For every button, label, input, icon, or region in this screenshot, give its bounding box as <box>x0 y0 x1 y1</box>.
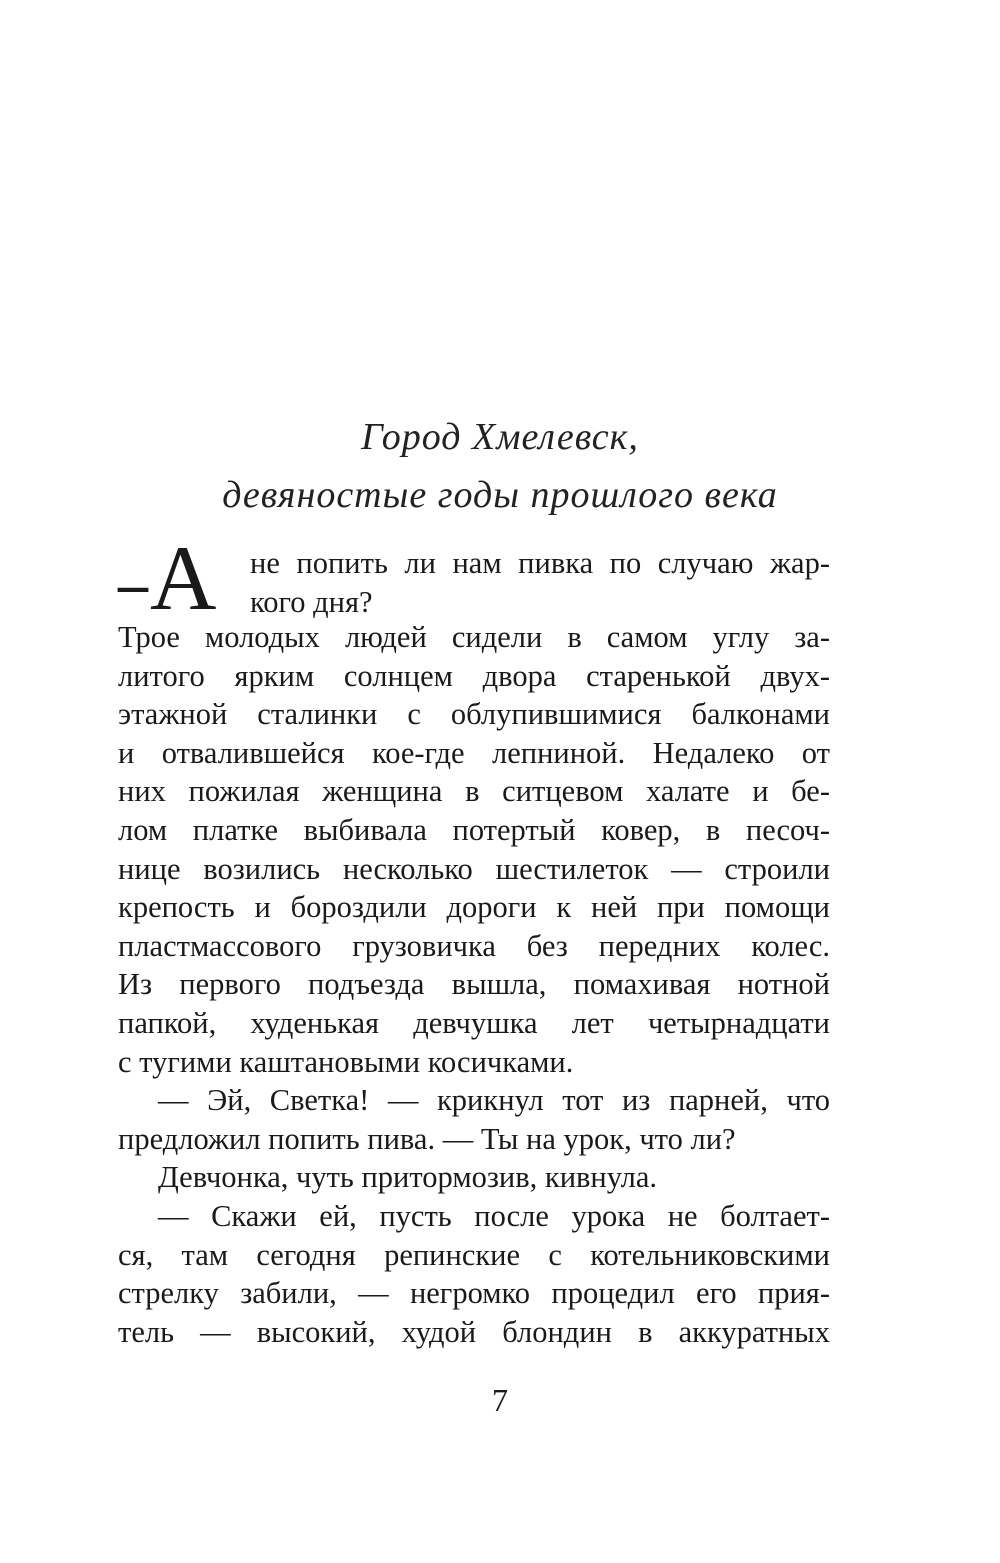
opening-line-2: кого дня? <box>250 585 373 619</box>
text-line: них пожилая женщина в ситцевом халате и бе- <box>118 774 830 809</box>
page-number: 7 <box>492 1382 508 1418</box>
text-line: лом платке выбивала потертый ковер, в песоч- <box>118 812 830 847</box>
chapter-heading <box>0 408 1000 524</box>
text-line: и отвалившейся кое-где лепниной. Недалеко от <box>118 735 830 770</box>
dialog-line: стрелку забили, — негромко процедил его прия- <box>118 1276 830 1311</box>
opening-line-1: не попить ли нам пивка по случаю жар- <box>250 546 830 580</box>
text-line: Из первого подъезда вышла, помахивая нотной <box>118 967 830 1002</box>
text-line: нице возились несколько шестилеток — строили <box>118 851 830 886</box>
body-paragraph <box>118 618 830 1351</box>
text-line: Трое молодых людей сидели в самом углу за- <box>118 620 830 654</box>
chapter-heading-line-1: Город Хмелевск, <box>361 416 639 458</box>
text-line: пластмассового грузовичка без передних колес. <box>118 928 830 963</box>
dialog-line: Девчонка, чуть притормозив, кивнула. <box>158 1160 658 1195</box>
dialog-line: ся, там сегодня репинские с котельниковскими <box>118 1237 830 1272</box>
text-line: литого ярким солнцем двора старенькой двух- <box>118 658 830 693</box>
dialog-line: — Скажи ей, пусть после урока не болтает- <box>158 1198 830 1233</box>
drop-cap: А <box>150 527 217 629</box>
opening-dash: – <box>118 551 148 617</box>
text-line: крепость и бороздили дороги к ней при помощи <box>118 890 830 925</box>
text-line: этажной сталинки с облупившимися балконами <box>118 697 830 732</box>
dialog-line: — Эй, Светка! — крикнул тот из парней, что <box>158 1083 830 1118</box>
opening-lines <box>118 527 830 629</box>
text-line: с тугими каштановыми косичками. <box>118 1044 574 1079</box>
dialog-line: предложил попить пива. — Ты на урок, что ли? <box>118 1121 736 1156</box>
text-line: папкой, худенькая девчушка лет четырнадцати <box>118 1005 830 1040</box>
chapter-heading-line-2: девяностые годы прошлого века <box>222 474 778 516</box>
dialog-line: тель — высокий, худой блондин в аккуратных <box>118 1314 830 1349</box>
